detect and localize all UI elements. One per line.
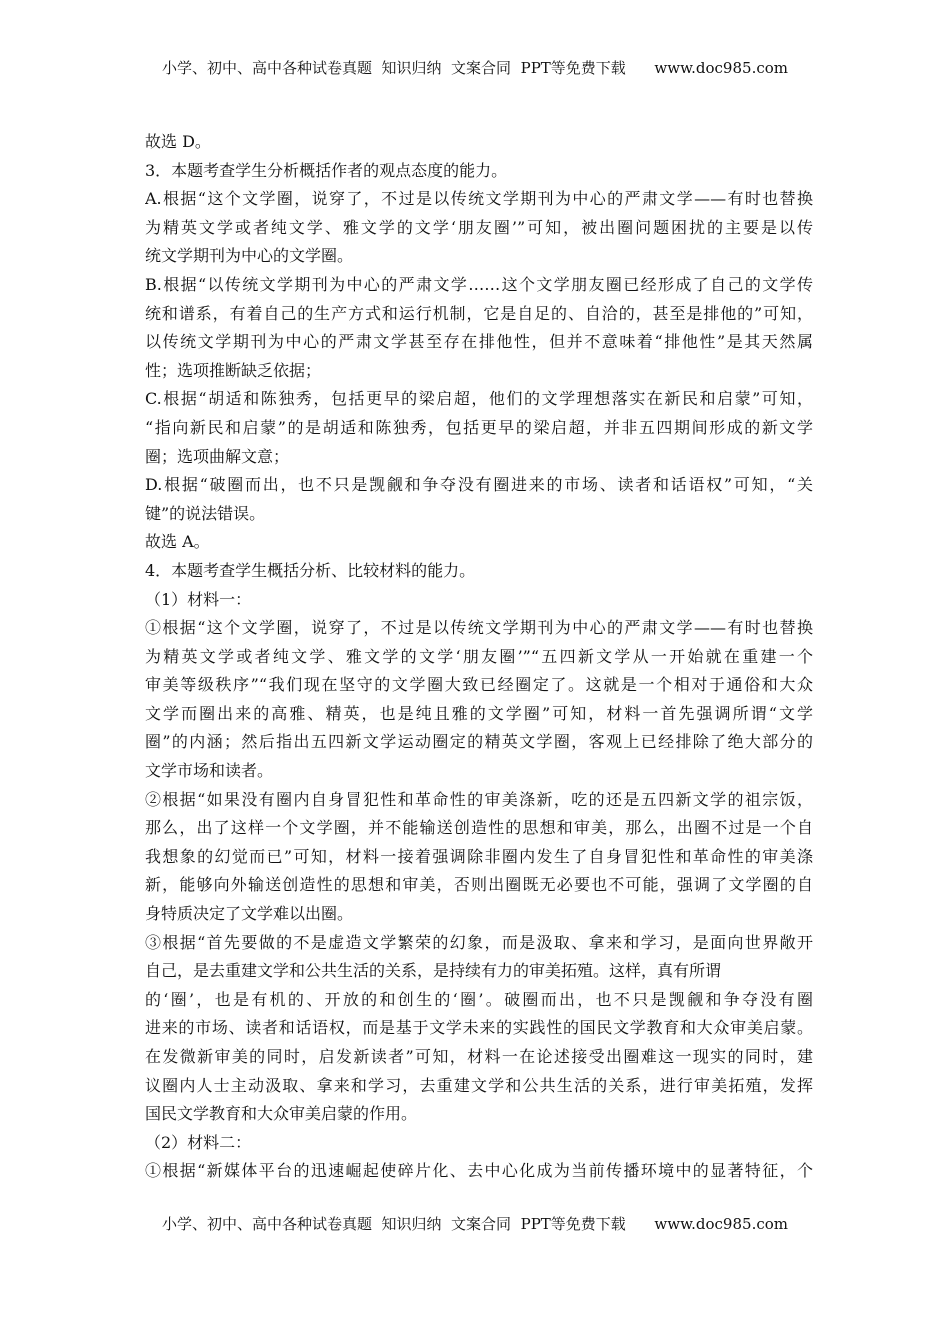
text-line: 圈”的内涵；然后指出五四新文学运动圈定的精英文学圈，客观上已经排除了绝大部分的 xyxy=(145,732,813,752)
text-line: A.根据“这个文学圈，说穿了，不过是以传统文学期刊为中心的严肃文学——有时也替换 xyxy=(145,189,813,209)
text-line: 身特质决定了文学难以出圈。 xyxy=(145,904,354,924)
text-line: 为精英文学或者纯文学、雅文学的文学‘朋友圈’”“五四新文学从一开始就在重建一个 xyxy=(145,646,813,666)
text-line: 审美等级秩序”“我们现在坚守的文学圈大致已经圈定了。这就是一个相对于通俗和大众 xyxy=(145,675,813,695)
text-line: 以传统文学期刊为中心的严肃文学甚至存在排他性，但并不意味着“排他性”是其天然属 xyxy=(145,332,813,352)
text-line: 文学市场和读者。 xyxy=(145,761,274,781)
text-line: 进来的市场、读者和话语权，而是基于文学未来的实践性的国民文学教育和大众审美启蒙。 xyxy=(145,1018,813,1038)
text-line: （2）材料二： xyxy=(145,1132,252,1152)
text-line: ②根据“如果没有圈内自身冒犯性和革命性的审美涤新，吃的还是五四新文学的祖宗饭， xyxy=(145,789,813,809)
text-line: ①根据“这个文学圈，说穿了，不过是以传统文学期刊为中心的严肃文学——有时也替换 xyxy=(145,618,813,638)
text-line: 统文学期刊为中心的文学圈。 xyxy=(145,246,354,266)
text-line: 在发微新审美的同时，启发新读者”可知，材料一在论述接受出圈难这一现实的同时，建 xyxy=(145,1047,813,1066)
text-line: 3．本题考查学生分析概括作者的观点态度的能力。 xyxy=(145,160,508,180)
text-line: 4．本题考查学生概括分析、比较材料的能力。 xyxy=(145,560,476,580)
text-line: 圈；选项曲解文意； xyxy=(145,446,290,466)
text-line: ①根据“新媒体平台的迅速崛起使碎片化、去中心化成为当前传播环境中的显著特征，个 xyxy=(145,1161,813,1181)
text-line: B.根据“以传统文学期刊为中心的严肃文学……这个文学朋友圈已经形成了自己的文学传 xyxy=(145,274,813,294)
text-line: 故选 A。 xyxy=(145,532,210,552)
text-line: 键”的说法错误。 xyxy=(145,503,266,523)
page-header: 小学、初中、高中各种试卷真题 知识归纳 文案合同 PPT等免费下载 www.doc985.com xyxy=(161,59,788,77)
text-line: 国民文学教育和大众审美启蒙的作用。 xyxy=(145,1104,418,1124)
text-line: ③根据“首先要做的不是虚造文学繁荣的幻象，而是汲取、拿来和学习，是面向世界敞开 xyxy=(145,932,813,952)
text-line: 新，能够向外输送创造性的思想和审美，否则出圈既无必要也不可能，强调了文学圈的自 xyxy=(145,875,813,895)
text-line: “指向新民和启蒙”的是胡适和陈独秀，包括更早的梁启超，并非五四期间形成的新文学 xyxy=(145,417,813,437)
text-line: 统和谱系，有着自己的生产方式和运行机制，它是自足的、自洽的，甚至是排他的”可知， xyxy=(145,303,813,323)
text-line: 自己，是去重建文学和公共生活的关系，是持续有力的审美拓殖。这样，真有所谓 xyxy=(145,961,722,981)
page-footer: 小学、初中、高中各种试卷真题 知识归纳 文案合同 PPT等免费下载 www.doc985.com xyxy=(161,1215,788,1233)
text-line: 议圈内人士主动汲取、拿来和学习，去重建文学和公共生活的关系，进行审美拓殖，发挥 xyxy=(145,1075,813,1095)
document-body xyxy=(145,128,813,1186)
text-line: （1）材料一： xyxy=(145,589,252,609)
text-line: 的‘圈’，也是有机的、开放的和创生的‘圈’。破圈而出，也不只是觊觎和争夺没有圈 xyxy=(145,989,813,1009)
text-line: 那么，出了这样一个文学圈，并不能输送创造性的思想和审美，那么，出圈不过是一个自 xyxy=(145,818,813,838)
text-line: 我想象的幻觉而已”可知，材料一接着强调除非圈内发生了自身冒犯性和革命性的审美涤 xyxy=(145,846,813,866)
text-line: D.根据“破圈而出，也不只是觊觎和争夺没有圈进来的市场、读者和话语权”可知，“关 xyxy=(145,475,813,495)
text-line: C.根据“胡适和陈独秀，包括更早的梁启超，他们的文学理想落实在新民和启蒙”可知， xyxy=(145,389,813,409)
text-line: 文学而圈出来的高雅、精英，也是纯且雅的文学圈”可知，材料一首先强调所谓“文学 xyxy=(145,703,813,723)
text-line: 故选 D。 xyxy=(145,132,211,151)
text-line: 为精英文学或者纯文学、雅文学的文学‘朋友圈’”可知，被出圈问题困扰的主要是以传 xyxy=(145,217,813,237)
text-line: 性；选项推断缺乏依据； xyxy=(145,360,322,380)
